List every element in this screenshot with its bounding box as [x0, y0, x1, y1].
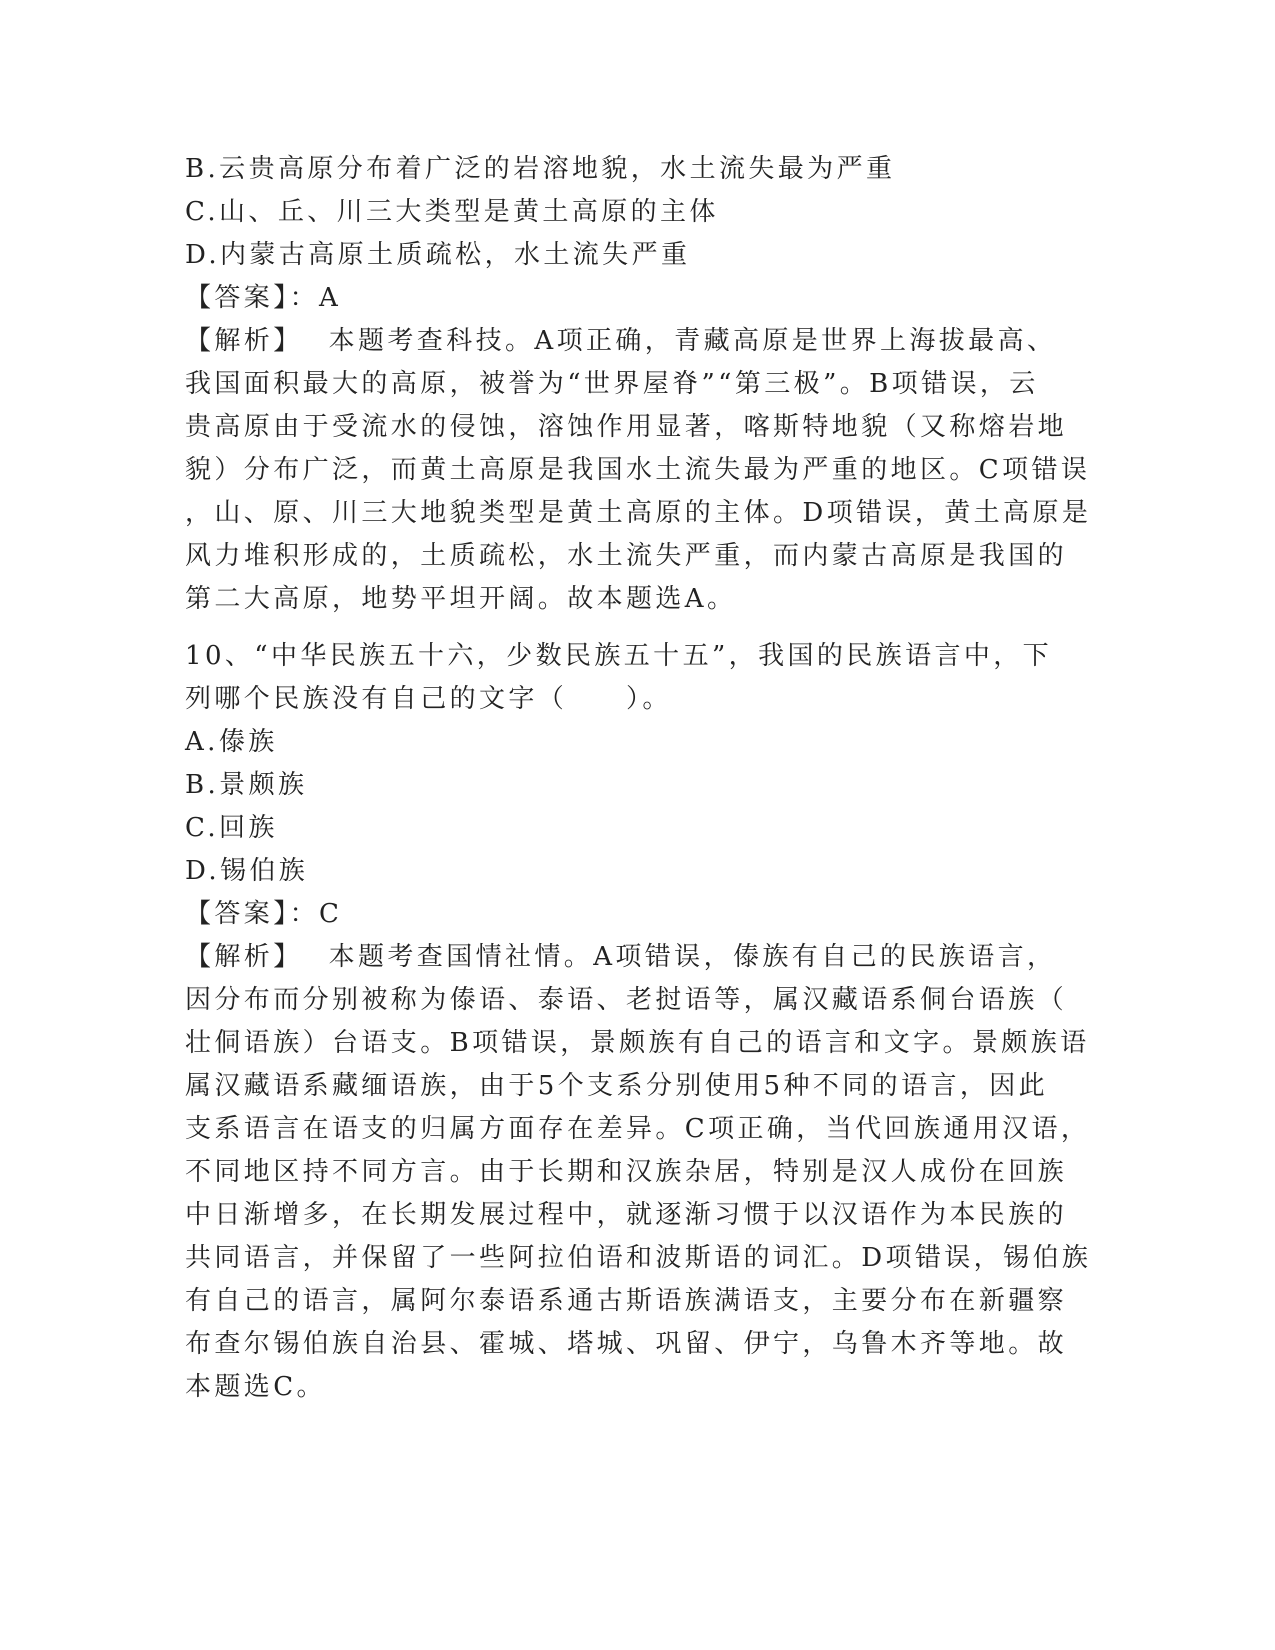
analysis-text-line: 中日渐增多，在长期发展过程中，就逐渐习惯于以汉语作为本民族的	[185, 1200, 1068, 1230]
analysis-text-line: 本题选C。	[185, 1372, 326, 1402]
section-gap	[185, 621, 1085, 635]
answer-label: 【答案】：	[185, 899, 320, 929]
option-c: C.山、丘、川三大类型是黄土高原的主体	[185, 197, 719, 227]
analysis-text-line: 不同地区持不同方言。由于长期和汉族杂居，特别是汉人成份在回族	[185, 1157, 1068, 1187]
document-page	[185, 148, 1092, 1409]
option-a: A.傣族	[185, 727, 278, 757]
analysis-text-line: 贵高原由于受流水的侵蚀，溶蚀作用显著，喀斯特地貌（又称熔岩地	[185, 412, 1068, 442]
analysis-text-line: 风力堆积形成的，土质疏松，水土流失严重，而内蒙古高原是我国的	[185, 541, 1068, 571]
option-d: D.内蒙古高原土质疏松，水土流失严重	[185, 240, 691, 270]
question-10-section	[185, 635, 1092, 1409]
analysis-text-line: 属汉藏语系藏缅语族，由于5个支系分别使用5种不同的语言，因此	[185, 1071, 1049, 1101]
analysis-text-line: 布查尔锡伯族自治县、霍城、塔城、巩留、伊宁，乌鲁木齐等地。故	[185, 1329, 1068, 1359]
analysis-label: 【解析】	[185, 942, 303, 972]
analysis-text-line: ，山、原、川三大地貌类型是黄土高原的主体。D项错误，黄土高原是	[185, 498, 1092, 528]
answer-value: A	[319, 283, 342, 313]
answer-line	[185, 277, 1085, 320]
question-stem-line: 10、“中华民族五十六，少数民族五十五”，我国的民族语言中，下	[185, 641, 1053, 671]
analysis-first-line	[185, 320, 1085, 363]
analysis-text-line: 因分布而分别被称为傣语、泰语、老挝语等，属汉藏语系侗台语族（	[185, 985, 1068, 1015]
answer-value: C	[319, 899, 343, 929]
answer-label: 【答案】：	[185, 283, 320, 313]
question-stem-line: 列哪个民族没有自己的文字（ ）。	[185, 684, 672, 714]
option-b: B.云贵高原分布着广泛的岩溶地貌，水土流失最为严重	[185, 154, 896, 184]
analysis-text-line: 壮侗语族）台语支。B项错误，景颇族有自己的语言和文字。景颇族语	[185, 1028, 1090, 1058]
analysis-label: 【解析】	[185, 326, 303, 356]
answer-line	[185, 893, 1085, 936]
question-9-section	[185, 148, 1092, 621]
analysis-text-line: 本题考查科技。A项正确，青藏高原是世界上海拔最高、	[328, 326, 1057, 356]
analysis-text-line: 共同语言，并保留了一些阿拉伯语和波斯语的词汇。D项错误，锡伯族	[185, 1243, 1092, 1273]
analysis-text-line: 我国面积最大的高原，被誉为“世界屋脊”“第三极”。B项错误，云	[185, 369, 1039, 399]
analysis-first-line	[185, 936, 1085, 979]
analysis-text-line: 支系语言在语支的归属方面存在差异。C项正确，当代回族通用汉语，	[185, 1114, 1091, 1144]
analysis-text-line: 本题考查国情社情。A项错误，傣族有自己的民族语言，	[328, 942, 1057, 972]
option-b: B.景颇族	[185, 770, 308, 800]
option-c: C.回族	[185, 813, 278, 843]
option-d: D.锡伯族	[185, 856, 309, 886]
analysis-text-line: 貌）分布广泛，而黄土高原是我国水土流失最为严重的地区。C项错误	[185, 455, 1091, 485]
analysis-text-line: 第二大高原，地势平坦开阔。故本题选A。	[185, 584, 737, 614]
analysis-text-line: 有自己的语言，属阿尔泰语系通古斯语族满语支，主要分布在新疆察	[185, 1286, 1068, 1316]
